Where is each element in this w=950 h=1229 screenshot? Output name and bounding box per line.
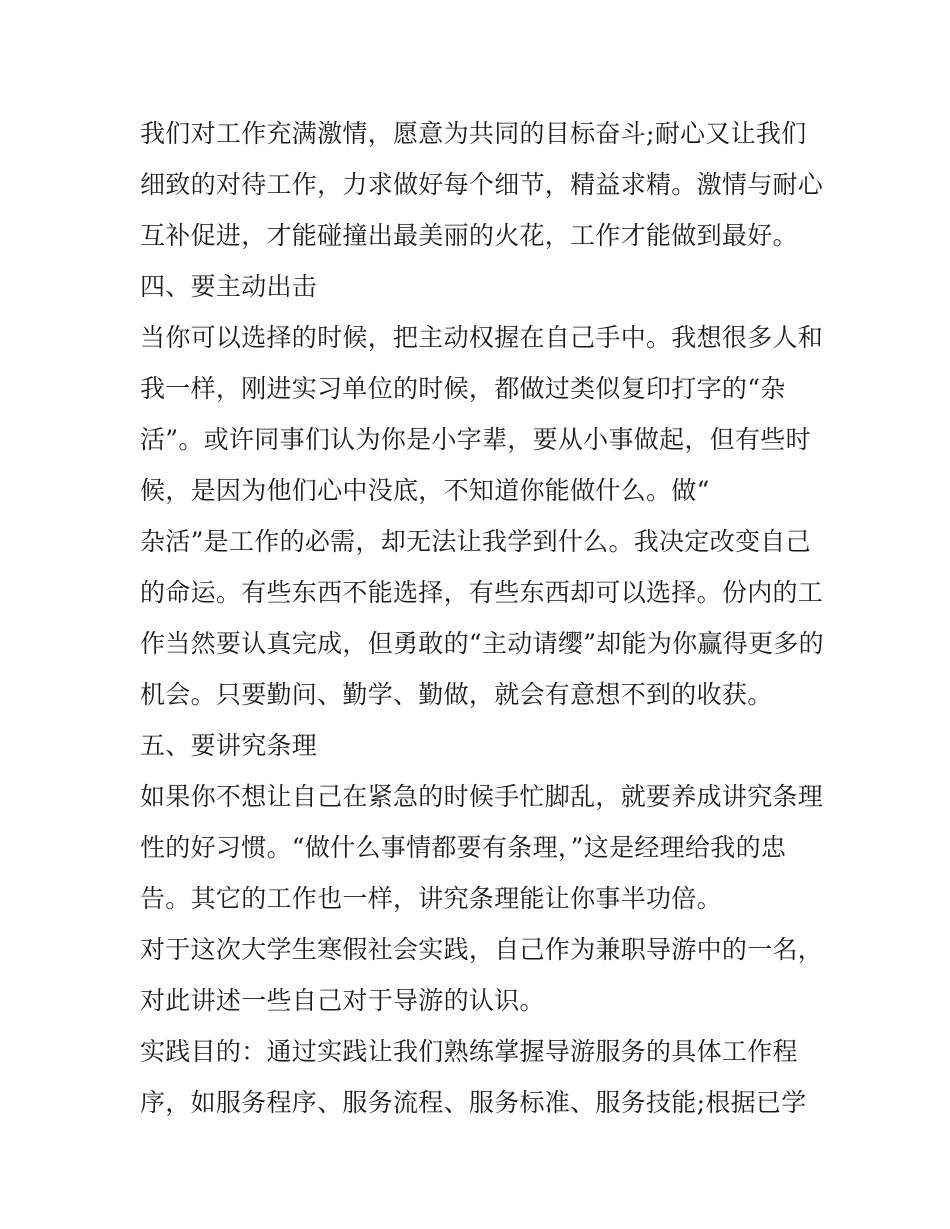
text-line: 细致的对待工作，力求做好每个细节，精益求精。激情与耐心: [140, 170, 824, 199]
text-line: 互补促进，才能碰撞出最美丽的火花，工作才能做到最好。: [140, 221, 798, 250]
text-line: 的命运。有些东西不能选择，有些东西却可以选择。份内的工: [140, 578, 824, 607]
text-line: 告。其它的工作也一样，讲究条理能让你事半功倍。: [140, 884, 722, 913]
document-body: [140, 108, 824, 1128]
text-line: 候，是因为他们心中没底，不知道你能做什么。做“: [140, 476, 710, 505]
text-line: 性的好习惯。“做什么事情都要有条理，”这是经理给我的忠: [140, 833, 787, 862]
section-heading: 五、要讲究条理: [140, 731, 318, 760]
section-heading: 四、要主动出击: [140, 272, 318, 301]
text-line: 机会。只要勤问、勤学、勤做，就会有意想不到的收获。: [140, 680, 773, 709]
text-line: 当你可以选择的时候，把主动权握在自己手中。我想很多人和: [140, 323, 824, 352]
text-line: 活”。或许同事们认为你是小字辈，要从小事做起，但有些时: [140, 425, 811, 454]
text-line: 作当然要认真完成，但勇敢的“主动请缨”却能为你赢得更多的: [140, 629, 824, 658]
text-line: 杂活”是工作的必需，却无法让我学到什么。我决定改变自己: [140, 527, 811, 556]
text-line: 对于这次大学生寒假社会实践，自己作为兼职导游中的一名，: [140, 935, 824, 964]
text-line: 序，如服务程序、服务流程、服务标准、服务技能;根据已学: [140, 1088, 807, 1117]
text-line: 实践目的：通过实践让我们熟练掌握导游服务的具体工作程: [140, 1037, 798, 1066]
text-line: 我们对工作充满激情，愿意为共同的目标奋斗;耐心又让我们: [140, 119, 807, 148]
text-line: 我一样，刚进实习单位的时候，都做过类似复印打字的“杂: [140, 374, 786, 403]
text-line: 对此讲述一些自己对于导游的认识。: [140, 986, 545, 1015]
text-line: 如果你不想让自己在紧急的时候手忙脚乱，就要养成讲究条理: [140, 782, 824, 811]
